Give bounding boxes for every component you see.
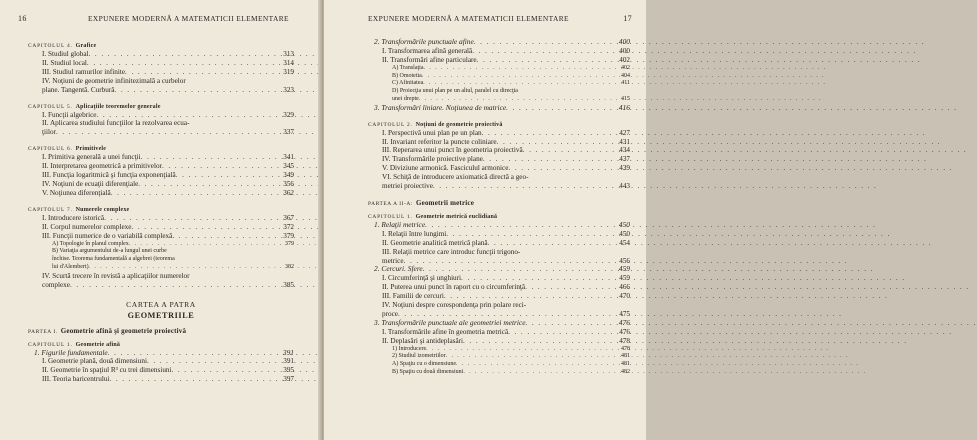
toc-page-number: 379 bbox=[283, 231, 294, 240]
toc-entry bbox=[368, 248, 630, 257]
toc-entry-text: B) Omotetia bbox=[392, 72, 422, 79]
chapter-number: CAPITOLUL 4. bbox=[28, 43, 73, 49]
right-page-number: 17 bbox=[623, 14, 632, 23]
toc-entry bbox=[368, 221, 630, 230]
right-running-title: EXPUNERE MODERNĂ A MATEMATICII ELEMENTARE bbox=[368, 14, 569, 23]
leader-dots bbox=[424, 65, 620, 73]
toc-page-number: 391 bbox=[282, 347, 294, 357]
toc-entry bbox=[28, 248, 294, 256]
toc-entry bbox=[28, 264, 294, 272]
toc-page-number: 481 bbox=[621, 361, 630, 368]
toc-entry-text: metrice bbox=[382, 256, 404, 265]
left-page bbox=[0, 0, 320, 440]
toc-page-number: 454 bbox=[619, 238, 630, 247]
toc-entry bbox=[368, 146, 630, 155]
toc-page-number: 395 bbox=[283, 366, 294, 375]
toc-entry-text: I. Primitiva generală a unei funcţii bbox=[42, 153, 141, 162]
toc-entry bbox=[28, 162, 294, 171]
toc-page-number: 450 bbox=[618, 219, 630, 229]
toc-entry bbox=[368, 319, 630, 328]
part-title: Geometrii metrice bbox=[416, 198, 475, 207]
toc-page-number: 437 bbox=[619, 155, 630, 164]
chapter-number: CAPITOLUL 5. bbox=[28, 103, 73, 110]
toc-entry-text: II. Studiul local bbox=[42, 58, 87, 67]
chapter-number: CAPITOLUL 7. bbox=[28, 206, 73, 213]
toc-page-number: 475 bbox=[619, 310, 630, 319]
toc-entry-text: I. Circumferinţă şi unghiuri bbox=[382, 274, 462, 283]
toc-page-number: 382 bbox=[285, 263, 294, 270]
toc-page-number: 319 bbox=[283, 67, 294, 76]
chapter-heading bbox=[28, 145, 294, 153]
toc-page-number: 411 bbox=[621, 80, 630, 87]
toc-page-number: 345 bbox=[283, 162, 294, 171]
toc-page-number: 400 bbox=[619, 46, 630, 55]
toc-entry bbox=[28, 232, 294, 241]
chapter-title: Geometrie metrică euclidiană bbox=[415, 213, 498, 220]
toc-entry bbox=[368, 47, 630, 56]
toc-entry-text: B) Spaţiu cu două dimensiuni bbox=[392, 369, 464, 376]
toc-entry-text: B) Variaţia argumentului de-a lungul unei curbe bbox=[52, 248, 167, 255]
leader-dots bbox=[506, 104, 617, 113]
leader-dots bbox=[482, 129, 618, 138]
leader-dots bbox=[423, 80, 619, 88]
toc-entry-text: 1. Relaţii metrice bbox=[374, 219, 426, 229]
toc-entry-text: IV. Transformările proiective plane bbox=[382, 155, 483, 164]
leader-dots bbox=[508, 328, 617, 337]
toc-page-number: 478 bbox=[621, 345, 630, 352]
leader-dots bbox=[425, 221, 617, 230]
part-number: PARTEA A II-A: bbox=[368, 200, 414, 207]
toc-entry-text: II. Invariant referitor la puncte coliniare bbox=[382, 137, 497, 146]
toc-entry bbox=[368, 65, 630, 73]
leader-dots bbox=[125, 68, 281, 77]
leader-dots bbox=[483, 155, 617, 164]
leader-dots bbox=[461, 274, 617, 283]
toc-page-number: 314 bbox=[283, 58, 294, 67]
toc-entry bbox=[28, 214, 294, 223]
part-title: Geometrie afină şi geometrie proiectivă bbox=[60, 326, 187, 335]
toc-page-number: 466 bbox=[619, 283, 630, 292]
leader-dots bbox=[111, 189, 281, 198]
toc-entry-text: II. Geometrie analitică metrică plană bbox=[382, 238, 488, 247]
leader-dots bbox=[162, 162, 281, 171]
chapter-number: CAPITOLUL 2. bbox=[368, 121, 413, 128]
part-number: PARTEA I. bbox=[28, 328, 58, 335]
toc-entry bbox=[368, 104, 630, 113]
toc-entry-text: 2. Transformările punctuale afine bbox=[374, 37, 474, 46]
spacer bbox=[28, 198, 294, 202]
leader-dots bbox=[433, 182, 617, 191]
leader-dots bbox=[172, 232, 281, 241]
toc-entry bbox=[368, 337, 630, 346]
toc-entry bbox=[28, 50, 294, 59]
toc-page-number: 443 bbox=[619, 182, 630, 191]
toc-entry bbox=[368, 80, 630, 88]
toc-entry bbox=[28, 171, 294, 180]
toc-entry bbox=[28, 153, 294, 162]
chapter-heading bbox=[28, 103, 294, 111]
toc-entry-text: I. Introducere istorică bbox=[42, 213, 105, 222]
toc-entry-text: I. Relaţii între lungimi bbox=[382, 229, 447, 238]
toc-entry bbox=[368, 328, 630, 337]
leader-dots bbox=[477, 56, 618, 65]
toc-entry-text: III. Teoria baricentrului bbox=[42, 375, 110, 384]
toc-page-number: 356 bbox=[283, 179, 294, 188]
chapter-title: Noţiuni de geometrie proiectivă bbox=[415, 121, 503, 128]
toc-entry-text: 3. Transformările punctuale ale geometriei metrice bbox=[374, 317, 526, 327]
toc-page-number: 482 bbox=[621, 369, 630, 376]
toc-entry bbox=[368, 361, 630, 369]
toc-entry-text: 2. Cercuri. Sfere bbox=[374, 264, 423, 274]
toc-entry bbox=[28, 180, 294, 189]
toc-entry-text: I. Geometrie plană, două dimensiuni bbox=[42, 357, 147, 366]
toc-entry-text: III. Familii de cercuri bbox=[382, 292, 444, 301]
toc-entry bbox=[368, 173, 630, 182]
toc-entry-text: II. Geometrie în spaţiul R³ cu trei dimensiuni bbox=[42, 366, 172, 375]
leader-dots bbox=[89, 264, 283, 272]
toc-page-number: 427 bbox=[619, 128, 630, 137]
leader-dots bbox=[497, 138, 618, 147]
chapter-title: Geometrie afină bbox=[75, 341, 121, 348]
toc-entry bbox=[28, 256, 294, 264]
toc-entry bbox=[368, 239, 630, 248]
toc-entry bbox=[28, 366, 294, 375]
toc-entry bbox=[28, 272, 294, 281]
toc-page-number: 456 bbox=[619, 256, 630, 265]
toc-page-number: 349 bbox=[283, 171, 294, 180]
toc-entry-text: I. Transformarea afină generală bbox=[382, 46, 473, 55]
toc-page-number: 379 bbox=[285, 240, 294, 247]
toc-entry-text: A) Spaţiu cu o dimensiune bbox=[392, 361, 456, 368]
toc-entry bbox=[28, 86, 294, 95]
toc-page-number: 402 bbox=[619, 55, 630, 64]
toc-entry-text: ţiilor bbox=[42, 128, 56, 137]
right-page-header bbox=[324, 14, 646, 26]
toc-entry bbox=[368, 56, 630, 65]
leader-dots bbox=[108, 349, 281, 358]
toc-entry bbox=[368, 182, 630, 191]
toc-entry-text: IV. Noţiuni despre corespondenţa prin polare reci- bbox=[382, 301, 527, 310]
toc-entry bbox=[28, 349, 294, 358]
left-page-header bbox=[0, 14, 320, 26]
toc-entry bbox=[28, 59, 294, 68]
toc-page-number: 337 bbox=[283, 128, 294, 137]
toc-entry bbox=[368, 129, 630, 138]
leader-dots bbox=[141, 153, 282, 162]
toc-page-number: 415 bbox=[621, 95, 630, 102]
toc-entry-text: lui d'Alembert) bbox=[52, 263, 89, 270]
toc-entry bbox=[28, 223, 294, 232]
toc-entry-text: A) Topologie în planul complex bbox=[52, 240, 129, 247]
leader-dots bbox=[488, 239, 618, 248]
toc-entry bbox=[28, 128, 294, 137]
leader-dots bbox=[422, 73, 619, 81]
toc-entry-text: V. Noţiunea diferenţială bbox=[42, 188, 111, 197]
chapter-title: Primitivele bbox=[75, 146, 107, 153]
toc-page-number: 476 bbox=[619, 327, 630, 336]
toc-entry-text: plane. Tangentă. Curbură bbox=[42, 85, 115, 94]
leader-dots bbox=[114, 86, 281, 95]
leader-dots bbox=[446, 230, 617, 239]
chapter-number: CAPITOLUL 1. bbox=[368, 213, 413, 220]
leader-dots bbox=[131, 223, 281, 232]
toc-entry-text: III. Relaţii metrice care introduc funcţii trigono- bbox=[382, 247, 521, 256]
leader-dots bbox=[426, 346, 619, 354]
toc-entry-text: metriei proiective bbox=[382, 182, 433, 191]
right-toc-column bbox=[368, 38, 630, 377]
chapter-heading bbox=[368, 121, 630, 129]
leader-dots bbox=[423, 265, 617, 274]
leader-dots bbox=[463, 337, 617, 346]
toc-entry-text: IV. Scurtă trecere în revistă a aplicaţiilor numerelor bbox=[42, 271, 190, 280]
toc-entry-text: I. Transformările afine în geometria metrică bbox=[382, 327, 509, 336]
toc-entry bbox=[28, 375, 294, 384]
toc-entry-text: complexe bbox=[42, 280, 70, 289]
toc-entry-text: IV. Noţiuni de geometrie infinitezimală a curbelor bbox=[42, 76, 186, 85]
toc-entry bbox=[368, 38, 630, 47]
toc-page-number: 400 bbox=[618, 37, 630, 46]
toc-page-number: 434 bbox=[619, 146, 630, 155]
chapter-heading bbox=[28, 206, 294, 214]
toc-page-number: 367 bbox=[283, 213, 294, 222]
toc-entry-text: I. Funcţii algebrice bbox=[42, 110, 97, 119]
toc-entry-text: 1) Introducere bbox=[392, 345, 427, 352]
right-page bbox=[324, 0, 646, 440]
toc-page-number: 439 bbox=[619, 164, 630, 173]
toc-entry-text: V. Diviziune armonică. Fasciculul armonice bbox=[382, 164, 509, 173]
toc-entry bbox=[28, 77, 294, 86]
toc-entry-text: unei drepte bbox=[392, 95, 419, 102]
toc-page-number: 459 bbox=[619, 274, 630, 283]
toc-entry-text: 2) Studiul izometriilor bbox=[392, 353, 446, 360]
toc-page-number: 478 bbox=[619, 336, 630, 345]
book-part-title: GEOMETRIILE bbox=[127, 310, 195, 320]
toc-entry-text: III. Funcţii numerice de o variabilă complexă bbox=[42, 231, 173, 240]
toc-entry bbox=[368, 283, 630, 292]
toc-entry-text: III. Studiul ramurilor infinite bbox=[42, 67, 126, 76]
toc-entry-text: proce bbox=[382, 310, 398, 319]
leader-dots bbox=[147, 357, 281, 366]
toc-page-number: 404 bbox=[621, 72, 630, 79]
part-heading bbox=[28, 327, 294, 337]
toc-page-number: 329 bbox=[283, 110, 294, 119]
chapter-heading bbox=[28, 42, 294, 50]
spacer bbox=[368, 191, 630, 195]
toc-entry-text: închise. Teorema fundamentală a algebrei (teorema bbox=[52, 256, 175, 263]
toc-entry bbox=[368, 155, 630, 164]
toc-entry-text: D) Proiecţia unui plan pe un altul, paralel cu direcţia bbox=[392, 88, 518, 95]
leader-dots bbox=[104, 214, 281, 223]
chapter-title: Numerele complexe bbox=[75, 206, 130, 213]
toc-page-number: 391 bbox=[283, 357, 294, 366]
leader-dots bbox=[70, 281, 281, 290]
book-part-heading: CARTEA A PATRA bbox=[126, 299, 196, 309]
toc-entry-text: I. Perspectivă unui plan pe un plan bbox=[382, 128, 482, 137]
leader-dots bbox=[523, 146, 618, 155]
toc-entry-text: I. Studiul global bbox=[42, 50, 89, 58]
toc-entry bbox=[368, 164, 630, 173]
toc-entry bbox=[368, 138, 630, 147]
chapter-title: Grafice bbox=[75, 43, 97, 49]
toc-entry-text: 1. Figurile fundamentale bbox=[34, 347, 108, 357]
toc-page-number: 476 bbox=[618, 317, 630, 327]
left-running-title: EXPUNERE MODERNĂ A MATEMATICII ELEMENTARE bbox=[88, 14, 289, 23]
left-toc-column bbox=[28, 38, 294, 384]
toc-entry bbox=[368, 292, 630, 301]
leader-dots bbox=[89, 50, 282, 59]
toc-page-number: 323 bbox=[283, 85, 294, 94]
toc-page-number: 372 bbox=[283, 222, 294, 231]
leader-dots bbox=[525, 283, 617, 292]
toc-entry-text: VI. Schiţă de introducere axiomatică directă a geo- bbox=[382, 173, 529, 182]
leader-dots bbox=[444, 292, 617, 301]
spacer bbox=[28, 95, 294, 99]
leader-dots bbox=[463, 369, 619, 377]
toc-page-number: 470 bbox=[619, 292, 630, 301]
leader-dots bbox=[97, 111, 282, 120]
toc-entry-text: A) Translaţia bbox=[392, 64, 424, 71]
leader-dots bbox=[172, 366, 282, 375]
toc-entry bbox=[28, 68, 294, 77]
toc-entry bbox=[368, 369, 630, 377]
toc-page-number: 313 bbox=[283, 50, 294, 58]
toc-page-number: 397 bbox=[283, 375, 294, 384]
toc-entry bbox=[28, 111, 294, 120]
toc-entry-text: III. Reperarea unui punct în geometria proiectivă bbox=[382, 146, 523, 155]
toc-entry bbox=[28, 189, 294, 198]
leader-dots bbox=[508, 164, 617, 173]
toc-page-number: 431 bbox=[619, 137, 630, 146]
chapter-title: Aplicaţiile teoremelor generale bbox=[75, 103, 161, 110]
toc-entry-text: II. Corpul numerelor complexe bbox=[42, 222, 132, 231]
leader-dots bbox=[456, 361, 619, 369]
toc-entry-text: III. Funcţia logaritmică şi funcţia exponenţială bbox=[42, 171, 176, 180]
toc-page-number: 402 bbox=[621, 64, 630, 71]
toc-page-number: 341 bbox=[283, 153, 294, 162]
toc-entry-text: 3. Transformări liniare. Noţiunea de matrice bbox=[374, 102, 507, 112]
toc-page-number: 385 bbox=[283, 280, 294, 289]
toc-entry bbox=[28, 119, 294, 128]
toc-entry-text: II. Deplasări şi antideplasări bbox=[382, 336, 464, 345]
toc-page-number: 416 bbox=[618, 102, 630, 112]
toc-entry-text: C) Afinitatea bbox=[392, 80, 424, 87]
toc-entry bbox=[368, 274, 630, 283]
toc-page-number: 362 bbox=[283, 188, 294, 197]
part-heading bbox=[368, 199, 630, 209]
toc-entry-text: IV. Noţiuni de ecuaţii diferenţiale bbox=[42, 179, 139, 188]
toc-entry bbox=[368, 265, 630, 274]
leader-dots bbox=[109, 375, 281, 384]
leader-dots bbox=[138, 180, 281, 189]
leader-dots bbox=[176, 171, 281, 180]
leader-dots bbox=[56, 128, 281, 137]
spacer bbox=[368, 113, 630, 117]
leader-dots bbox=[526, 319, 617, 328]
left-page-number: 16 bbox=[18, 14, 27, 23]
toc-page-number: 481 bbox=[621, 353, 630, 360]
toc-entry bbox=[368, 88, 630, 96]
toc-entry-text: II. Puterea unui punct în raport cu o circumferinţă bbox=[382, 283, 526, 292]
leader-dots bbox=[446, 353, 619, 361]
toc-entry-text: II. Aplicarea studiului funcţiilor la rezolvarea ecua- bbox=[42, 119, 190, 128]
leader-dots bbox=[472, 47, 617, 56]
spacer bbox=[28, 137, 294, 141]
chapter-number: CAPITOLUL 6. bbox=[28, 146, 73, 153]
chapter-number: CAPITOLUL 1. bbox=[28, 341, 73, 348]
toc-entry bbox=[28, 281, 294, 290]
toc-entry bbox=[368, 230, 630, 239]
toc-page-number: 450 bbox=[619, 229, 630, 238]
toc-entry bbox=[28, 357, 294, 366]
toc-entry-text: II. Interpretarea geometrică a primitivelor bbox=[42, 162, 162, 171]
toc-page-number: 459 bbox=[618, 264, 630, 274]
toc-entry-text: II. Transformări afine particulare bbox=[382, 55, 477, 64]
leader-dots bbox=[87, 59, 281, 68]
toc-entry bbox=[368, 301, 630, 310]
leader-dots bbox=[474, 38, 617, 47]
